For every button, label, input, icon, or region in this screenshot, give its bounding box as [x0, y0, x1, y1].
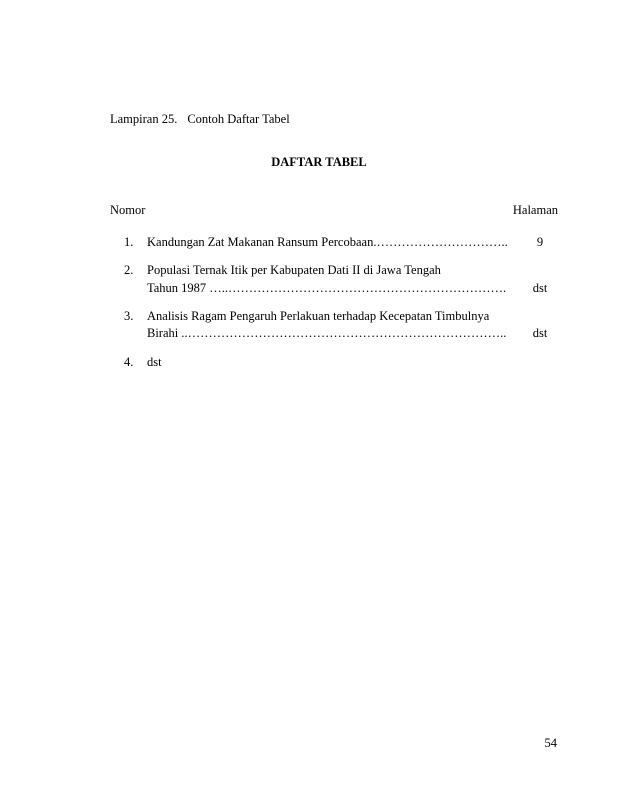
page-title: DAFTAR TABEL — [271, 155, 367, 169]
appendix-caption-text: Contoh Daftar Tabel — [187, 112, 290, 126]
table-entry-title: Populasi Ternak Itik per Kabupaten Dati II di Jawa Tengah — [147, 263, 441, 277]
table-entry-number: 2. — [124, 263, 134, 277]
table-entry-title: Kandungan Zat Makanan Ransum Percobaan.………………………….. — [147, 235, 508, 249]
page-number: 54 — [544, 736, 557, 750]
table-entry-title: Analisis Ragam Pengaruh Perlakuan terhadap Kecepatan Timbulnya — [147, 309, 490, 323]
table-entry-title-continued: Tahun 1987 …..…………………………………………………………. — [147, 281, 507, 295]
table-entry-title: dst — [147, 355, 162, 369]
table-entry-number: 1. — [124, 235, 134, 249]
table-entry-page: 9 — [536, 235, 544, 249]
column-header-number: Nomor — [110, 203, 146, 217]
column-header-page: Halaman — [512, 203, 558, 217]
appendix-caption — [110, 112, 290, 126]
table-entry-number: 4. — [124, 355, 134, 369]
table-entry-title-continued: Birahi ..………………………………………………………………….. — [147, 326, 507, 340]
table-entry-page: dst — [532, 281, 548, 295]
table-entry-number: 3. — [124, 309, 134, 323]
appendix-label: Lampiran 25. — [110, 112, 178, 126]
table-entry-page: dst — [532, 326, 548, 340]
